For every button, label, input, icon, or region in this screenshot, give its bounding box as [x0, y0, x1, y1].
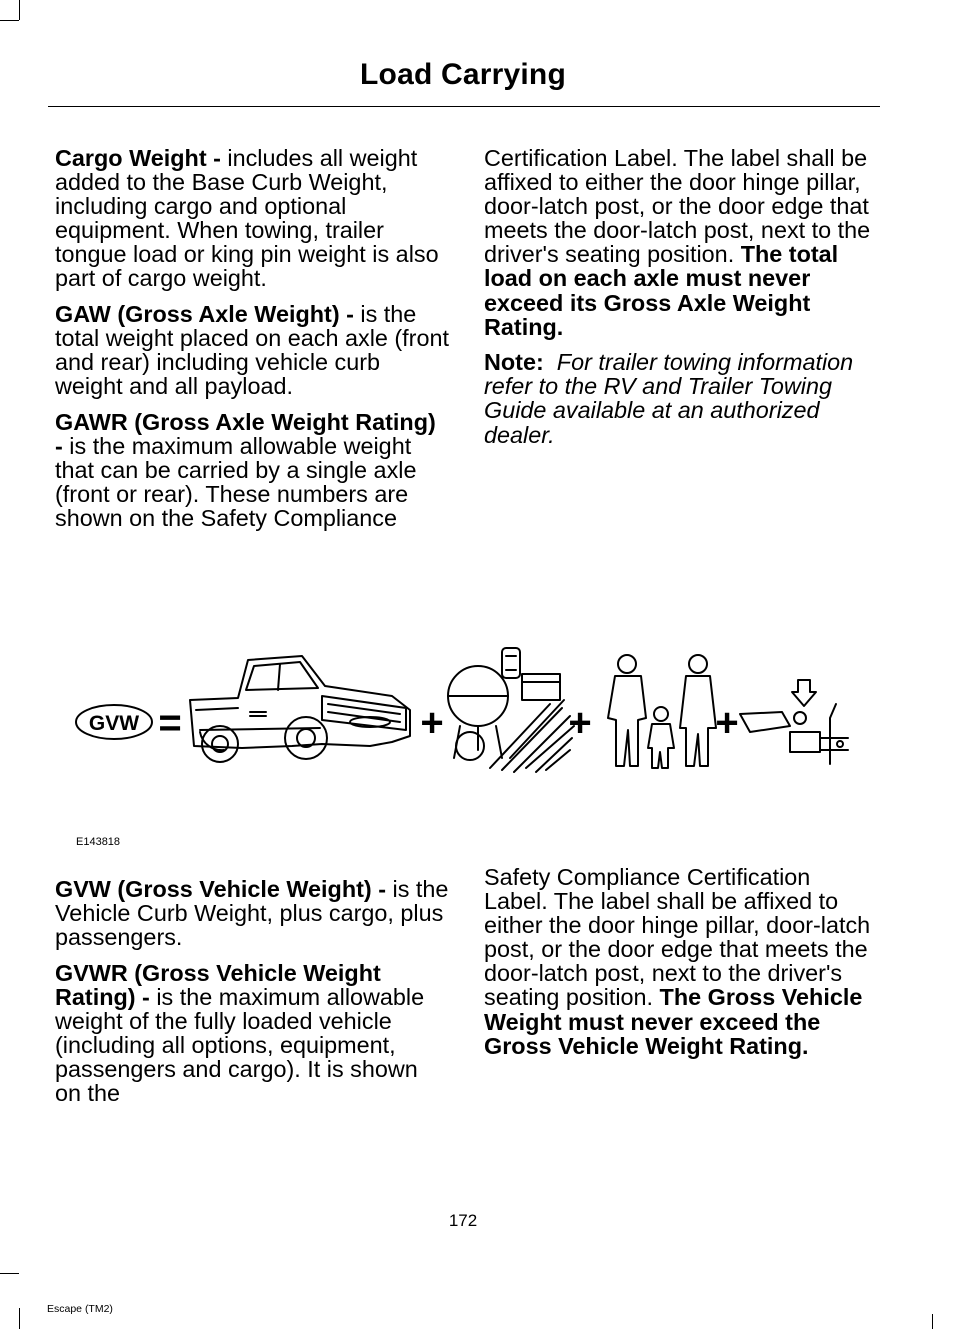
- plus-sign-2: +: [568, 701, 592, 745]
- crop-mark-top-left: [19, 0, 20, 20]
- gaw-term: GAW (Gross Axle Weight) -: [55, 301, 361, 328]
- gvw-illustration: [70, 638, 860, 788]
- gvw-term: GVW (Gross Vehicle Weight) -: [55, 876, 393, 902]
- document-label: Escape (TM2): [47, 1303, 113, 1315]
- note-label: Note:: [484, 349, 544, 376]
- bottom-right-column: [484, 865, 879, 1069]
- hitch-icon: [740, 680, 848, 764]
- crop-mark-top-left-h: [0, 20, 19, 21]
- note-paragraph: [484, 350, 879, 446]
- gvw-warning: The Gross Vehicle Weight must never exceed the Gross Vehicle Weight Rating.: [484, 984, 863, 1059]
- gvwr-certification-text: Safety Compliance Certification Label. The label shall be affixed to either the door hinge pillar, door-latch post, or the door edge that meets the door-latch post, next to the driver's seating position.: [484, 864, 871, 1011]
- crop-mark-bottom-right: [932, 1314, 933, 1329]
- bottom-left-column: [55, 877, 450, 1117]
- axle-warning: The total load on each axle must never exceed its Gross Axle Weight Rating.: [484, 241, 839, 340]
- gawr-text: is the maximum allowable weight that can be carried by a single axle (front or rear). These numbers are shown on the Safety Compliance: [55, 433, 417, 532]
- crop-mark-bottom-left: [19, 1308, 20, 1329]
- gvw-paragraph: [55, 877, 450, 949]
- cargo-weight-paragraph: [55, 146, 450, 291]
- certification-paragraph: [484, 146, 879, 339]
- page-number: 172: [448, 1211, 478, 1230]
- gaw-text: is the total weight placed on each axle (front and rear) including vehicle curb weight and all payload.: [55, 301, 449, 400]
- gawr-term: GAWR (Gross Axle Weight Rating) -: [55, 408, 436, 460]
- note-text: For trailer towing information refer to the RV and Trailer Towing Guide available at an authorized dealer.: [484, 349, 854, 448]
- certification-text: Certification Label. The label shall be affixed to either the door hinge pillar, door-latch post, or the door edge that meets the door-latch post, next to the driver's seating position.: [484, 145, 871, 268]
- passengers-icon: [608, 655, 716, 768]
- equals-sign: =: [158, 701, 182, 745]
- gvwr-text: is the maximum allowable weight of the fully loaded vehicle (including all options, equipment, passengers and cargo). It is shown on the: [55, 983, 425, 1107]
- top-left-column: [55, 146, 450, 542]
- top-right-column: [484, 146, 879, 458]
- page-title: Load Carrying: [360, 58, 566, 91]
- crop-mark-bottom-left-h: [0, 1273, 19, 1274]
- figure-id: E143818: [76, 836, 121, 848]
- gvwr-term: GVWR (Gross Vehicle Weight Rating) -: [55, 959, 381, 1010]
- gvwr-paragraph: [55, 961, 450, 1106]
- gvw-illustration-svg: [70, 638, 860, 788]
- title-rule: [48, 106, 880, 107]
- gvw-text: is the Vehicle Curb Weight, plus cargo, plus passengers.: [55, 876, 449, 951]
- plus-sign-1: +: [420, 701, 444, 745]
- gaw-paragraph: [55, 302, 450, 398]
- gvwr-certification-paragraph: [484, 865, 879, 1058]
- plus-sign-3: +: [715, 701, 739, 745]
- cargo-weight-text: includes all weight added to the Base Curb Weight, including cargo and optional equipment. When towing, trailer tongue load or king pin weight is also part of cargo weight.: [55, 145, 439, 292]
- cargo-items-icon: [448, 648, 574, 772]
- pickup-truck-icon: [190, 656, 410, 762]
- gawr-paragraph: [55, 410, 450, 530]
- gvw-oval-label: GVW: [88, 712, 140, 735]
- cargo-weight-term: Cargo Weight -: [55, 145, 228, 171]
